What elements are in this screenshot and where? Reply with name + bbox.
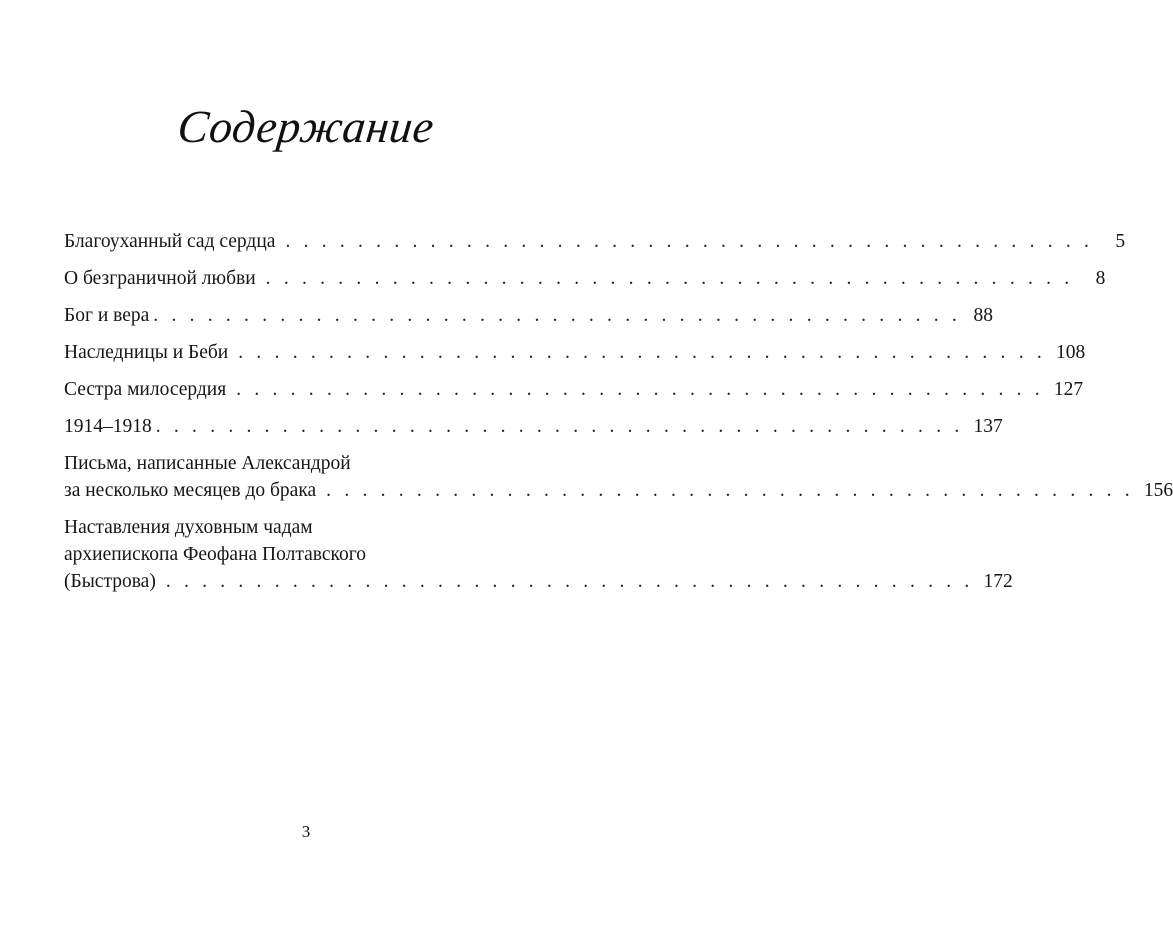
- dot-leader: . . . . . . . . . . . . . . . . . . . . . . . . . . . . . . . . . . . . . . . . . . . . .: [238, 342, 1046, 363]
- toc-entry-title-line: архиепископа Феофана Полтавского: [64, 544, 367, 565]
- toc-entry-page: 8: [1095, 268, 1106, 289]
- dot-leader: . . . . . . . . . . . . . . . . . . . . . . . . . . . . . . . . . . . . . . . . . . . . .: [326, 480, 1134, 501]
- page-title: Содержание: [175, 101, 437, 152]
- toc-entry-page: 137: [973, 416, 1003, 437]
- toc-entry-page: 127: [1053, 379, 1084, 400]
- toc-entry-title: Благоуханный сад сердца: [64, 231, 276, 252]
- page-number: 3: [301, 822, 311, 841]
- dot-leader: . . . . . . . . . . . . . . . . . . . . . . . . . . . . . . . . . . . . . . . . . . . . .: [165, 571, 974, 592]
- toc-entry-page: 5: [1115, 231, 1126, 252]
- toc-entry: [64, 376, 1084, 403]
- toc-entry-title: (Быстрова): [64, 571, 156, 592]
- toc-entry-page: 88: [973, 305, 993, 326]
- toc-entry-title-line: Наставления духовным чадам: [64, 517, 313, 538]
- toc-entry: [64, 450, 1173, 504]
- dot-leader: . . . . . . . . . . . . . . . . . . . . . . . . . . . . . . . . . . . . . . . . . . . . .: [236, 379, 1044, 400]
- toc-entry: [64, 514, 1013, 595]
- toc-entry-page: 172: [983, 571, 1013, 592]
- toc-entry-title: Сестра милосердия: [64, 379, 227, 400]
- table-of-contents: [64, 228, 1173, 605]
- toc-entry-title: 1914–1918: [64, 416, 152, 437]
- dot-leader: . . . . . . . . . . . . . . . . . . . . . . . . . . . . . . . . . . . . . . . . . . . . .: [153, 305, 961, 326]
- dot-leader: . . . . . . . . . . . . . . . . . . . . . . . . . . . . . . . . . . . . . . . . . . . . .: [265, 268, 1074, 289]
- toc-entry-page: 156: [1143, 480, 1173, 501]
- toc-entry: [64, 228, 1126, 255]
- dot-leader: . . . . . . . . . . . . . . . . . . . . . . . . . . . . . . . . . . . . . . . . . . . . .: [285, 231, 1094, 252]
- toc-entry-page: 108: [1055, 342, 1086, 363]
- toc-entry-title: О безграничной любви: [64, 268, 256, 289]
- toc-entry-title-line: Письма, написанные Александрой: [64, 453, 351, 474]
- toc-entry: [64, 265, 1106, 292]
- toc-entry: [64, 413, 1003, 440]
- toc-entry: [64, 339, 1086, 366]
- toc-entry-title: Бог и вера: [64, 305, 150, 326]
- toc-entry-title: за несколько месяцев до брака: [64, 480, 317, 501]
- toc-entry: [64, 302, 993, 329]
- dot-leader: . . . . . . . . . . . . . . . . . . . . . . . . . . . . . . . . . . . . . . . . . . . . .: [155, 416, 964, 437]
- toc-entry-title: Наследницы и Беби: [64, 342, 229, 363]
